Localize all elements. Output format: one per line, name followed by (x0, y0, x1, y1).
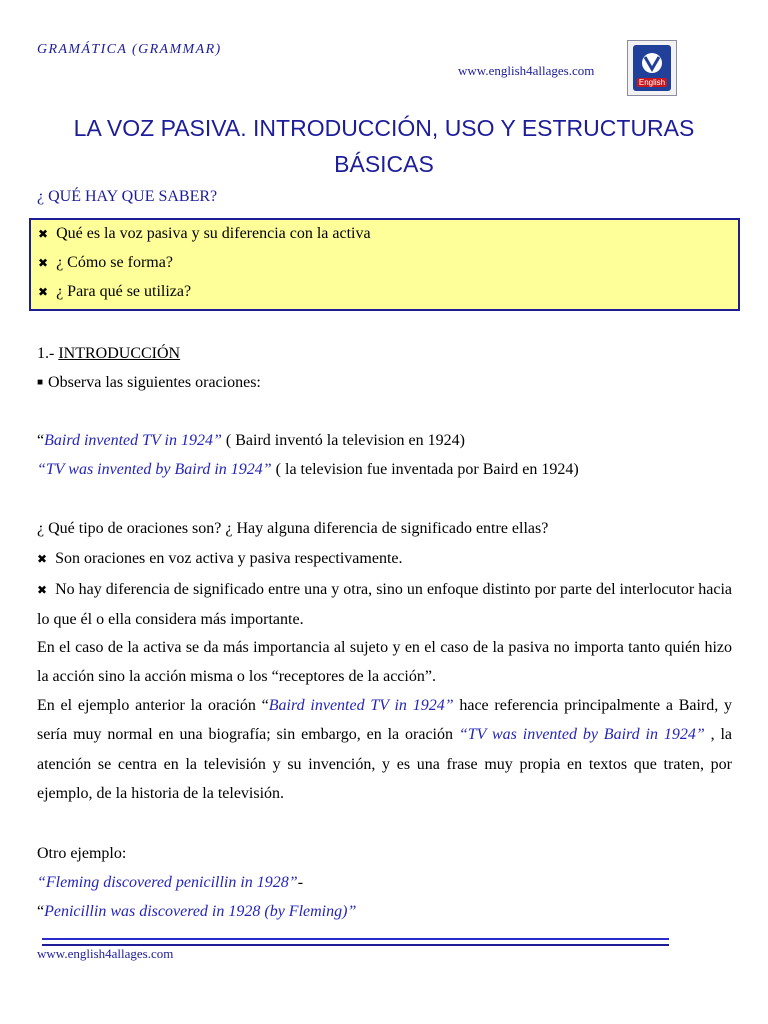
cross-bullet-icon: ✖ (37, 552, 48, 566)
section-heading: 1.- INTRODUCCIÓN (37, 345, 181, 362)
logo (627, 40, 677, 96)
site-link-footer[interactable]: www.english4allages.com (37, 946, 174, 961)
footer-divider (42, 938, 669, 946)
question-line: ¿ Qué tipo de oraciones son? ¿ Hay alguna diferencia de significado entre ellas? (37, 520, 549, 537)
observe-line: ■ Observa las siguientes oraciones: (37, 374, 261, 391)
section-tag: GRAMÁTICA (GRAMMAR) (37, 42, 222, 57)
list-item: ✖ Qué es la voz pasiva y su diferencia con la activa (38, 225, 371, 242)
example-2: “TV was invented by Baird in 1924” ( la television fue inventada por Baird en 1924) (37, 461, 579, 478)
active-passive-paragraph: En el caso de la activa se da más importancia al sujeto y en el caso de la pasiva no importa tanto quién hizo la acción sino la acción misma o los “receptores de la acción”. (37, 639, 732, 686)
what-to-know-heading: ¿ QUÉ HAY QUE SABER? (37, 188, 218, 205)
answer-2: ✖ No hay diferencia de significado entre una y otra, sino un enfoque distinto por parte del interlocutor hacia lo que él o ella considera más importante. (37, 581, 732, 629)
list-item: ✖ ¿ Cómo se forma? (38, 254, 173, 271)
logo-label: English (638, 78, 666, 87)
example-1: “Baird invented TV in 1924” ( Baird inventó la television en 1924) (37, 432, 465, 449)
cross-bullet-icon: ✖ (38, 285, 49, 299)
list-item: ✖ ¿ Para qué se utiliza? (38, 283, 192, 300)
example-explanation-paragraph: En el ejemplo anterior la oración “Baird invented TV in 1924” hace referencia principalmente a Baird, y sería muy normal en una biografía; sin embargo, en la oración “TV was invented by Baird in 1924” , la atención se centra en la televisión y su invención, y es una frase muy propia en textos que traten, por ejemplo, de la historia de la televisión. (37, 697, 732, 803)
what-to-know-box (29, 218, 740, 311)
other-example-label: Otro ejemplo: (37, 845, 127, 862)
square-bullet-icon: ■ (37, 377, 44, 388)
page-title: LA VOZ PASIVA. INTRODUCCIÓN, USO Y ESTRUCTURAS BÁSICAS (73, 115, 695, 177)
example-3: “Fleming discovered penicillin in 1928”- (37, 874, 304, 891)
example-4: “Penicillin was discovered in 1928 (by Fleming)” (37, 903, 357, 920)
cross-bullet-icon: ✖ (38, 256, 49, 270)
site-link-header[interactable]: www.english4allages.com (458, 63, 595, 78)
answer-1: ✖ Son oraciones en voz activa y pasiva respectivamente. (37, 550, 403, 567)
cross-bullet-icon: ✖ (37, 583, 48, 597)
cross-bullet-icon: ✖ (38, 227, 49, 241)
